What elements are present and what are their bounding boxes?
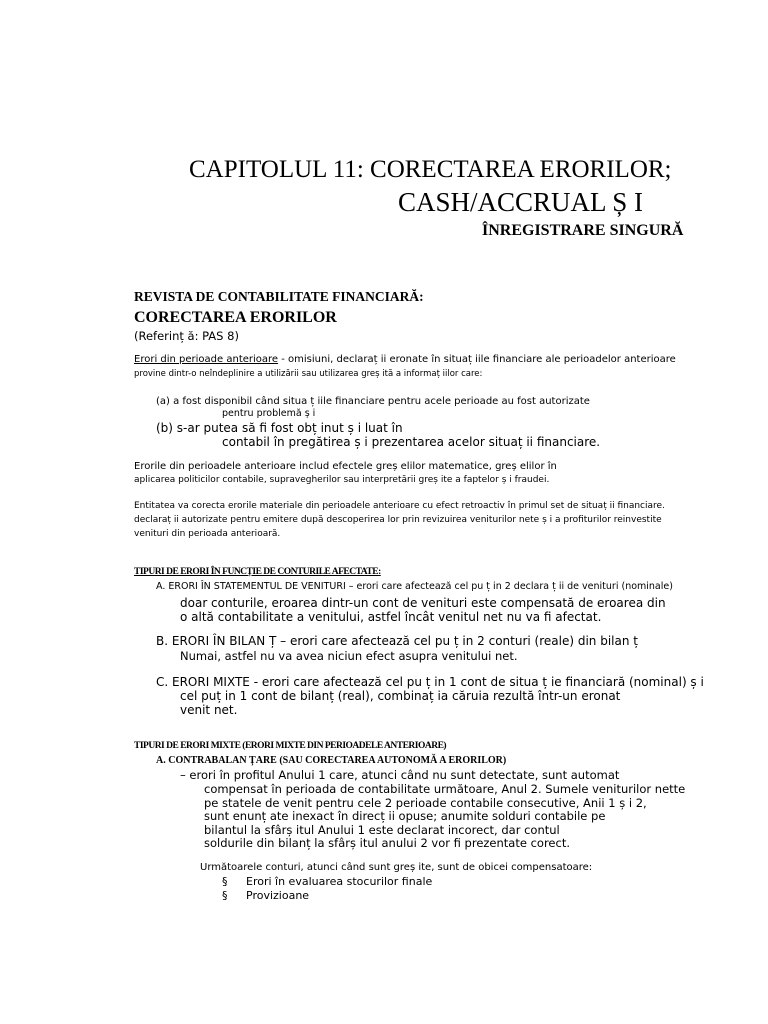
counterbalancing-title: A. CONTRABALAN ȚARE (SAU CORECTAREA AUTONOMĂ A ERORILOR) bbox=[156, 755, 507, 766]
type-a-line-1: A. ERORI ÎN STATEMENTUL DE VENITURI – erori care afectează cel pu ț in 2 declara ț ii de venituri (nominale) bbox=[156, 581, 673, 592]
paragraph-2-line-2: declaraț ii autorizate pentru emitere după descoperirea lor prin revizuirea veniturilor nete ș i a profiturilor reinvestite bbox=[134, 515, 662, 525]
type-c-line-3: venit net. bbox=[180, 703, 238, 717]
counterbalancing-line-1: – erori în profitul Anului 1 care, atunci când nu sunt detectate, sunt automat bbox=[180, 768, 620, 782]
counterbalancing-line-6: soldurile din bilanț la sfârș itul anului 2 vor fi prezentate corect. bbox=[204, 836, 570, 850]
list-item bbox=[222, 875, 432, 888]
definition-term: Erori din perioade anterioare bbox=[134, 354, 279, 365]
review-heading: REVISTA DE CONTABILITATE FINANCIARĂ: bbox=[134, 289, 424, 304]
type-c-line-1: C. ERORI MIXTE - erori care afectează cel pu ț in 1 cont de situa ț ie financiară (nominal) ș i bbox=[156, 675, 704, 689]
bullet-icon: § bbox=[222, 889, 228, 902]
paragraph-1-line-1: Erorile din perioadele anterioare includ efectele greș elilor matematice, greș elilor în bbox=[134, 461, 557, 472]
type-b-line-2: Numai, astfel nu va avea niciun efect asupra venitului net. bbox=[180, 649, 518, 663]
chapter-title-line-2: CASH/ACCRUAL Ș I bbox=[398, 187, 644, 217]
definition-text: - omisiuni, declaraț ii eronate în situaț iile financiare ale perioadelor anterioare bbox=[278, 354, 676, 365]
intro-line-2: provine dintr-o neîndeplinire a utilizării sau utilizarea greș ită a informaț iilor care: bbox=[134, 369, 483, 379]
paragraph-2-line-1: Entitatea va corecta erorile materiale din perioadele anterioare cu efect retroactiv în primul set de situaț ii financiare. bbox=[134, 501, 665, 511]
reference-note: (Referinț ă: PAS 8) bbox=[134, 329, 239, 343]
types-heading-colon: : bbox=[378, 567, 381, 577]
counterbalancing-line-5: bilantul la sfârș itul Anului 1 este declarat incorect, dar contul bbox=[204, 823, 560, 837]
type-a-line-2: doar conturile, eroarea dintr-un cont de venituri este compensată de eroarea din bbox=[180, 596, 666, 610]
following-accounts-intro: Următoarele conturi, atunci când sunt greș ite, sunt de obicei compensatoare: bbox=[200, 862, 593, 873]
chapter-title-line-3: ÎNREGISTRARE SINGURĂ bbox=[482, 222, 684, 239]
type-c-line-2: cel puț in 1 cont de bilanț (real), combinaț ia căruia rezultă într-un eronat bbox=[180, 689, 621, 703]
types-heading-text: TIPURI DE ERORI ÎN FUNCȚIE DE CONTURILE AFECTATE bbox=[134, 567, 379, 577]
condition-b-line-1: (b) s-ar putea să fi fost obț inut ș i luat în bbox=[156, 421, 403, 435]
section-heading: CORECTAREA ERORILOR bbox=[134, 309, 337, 326]
paragraph-1-line-2: aplicarea politicilor contabile, supravegherilor sau interpretării greș ite a faptelor ș i fraudei. bbox=[134, 475, 550, 485]
list-item-text: Erori în evaluarea stocurilor finale bbox=[246, 875, 433, 888]
mixed-errors-heading: TIPURI DE ERORI MIXTE (ERORI MIXTE DIN PERIOADELE ANTERIOARE) bbox=[134, 741, 447, 751]
types-heading bbox=[134, 567, 381, 577]
chapter-title-line-1: CAPITOLUL 11: CORECTAREA ERORILOR; bbox=[189, 156, 672, 183]
list-item bbox=[222, 889, 309, 902]
condition-a-line-1: (a) a fost disponibil când situa ț iile financiare pentru acele perioade au fost autorizate bbox=[156, 396, 590, 407]
counterbalancing-line-2: compensat în perioada de contabilitate următoare, Anul 2. Sumele veniturilor nette bbox=[204, 782, 686, 796]
counterbalancing-line-3: pe statele de venit pentru cele 2 perioade contabile consecutive, Anii 1 ș i 2, bbox=[204, 796, 647, 810]
paragraph-2-line-3: venituri din perioada anterioară. bbox=[134, 529, 281, 539]
counterbalancing-line-4: sunt enunț ate inexact în direcț ii opuse; anumite solduri contabile pe bbox=[204, 809, 606, 823]
bullet-icon: § bbox=[222, 875, 228, 888]
type-b-line-1: B. ERORI ÎN BILAN Ț – erori care afectează cel pu ț in 2 conturi (reale) din bilan ț bbox=[156, 634, 638, 648]
condition-b-line-2: contabil în pregătirea ș i prezentarea acelor situaț ii financiare. bbox=[222, 435, 601, 449]
condition-a-line-2: pentru problemă ș i bbox=[222, 408, 316, 419]
type-a-line-3: o altă contabilitate a venitului, astfel încât venitul net nu va fi afectat. bbox=[180, 610, 602, 624]
intro-line-1 bbox=[134, 354, 676, 365]
list-item-text: Provizioane bbox=[246, 889, 310, 902]
